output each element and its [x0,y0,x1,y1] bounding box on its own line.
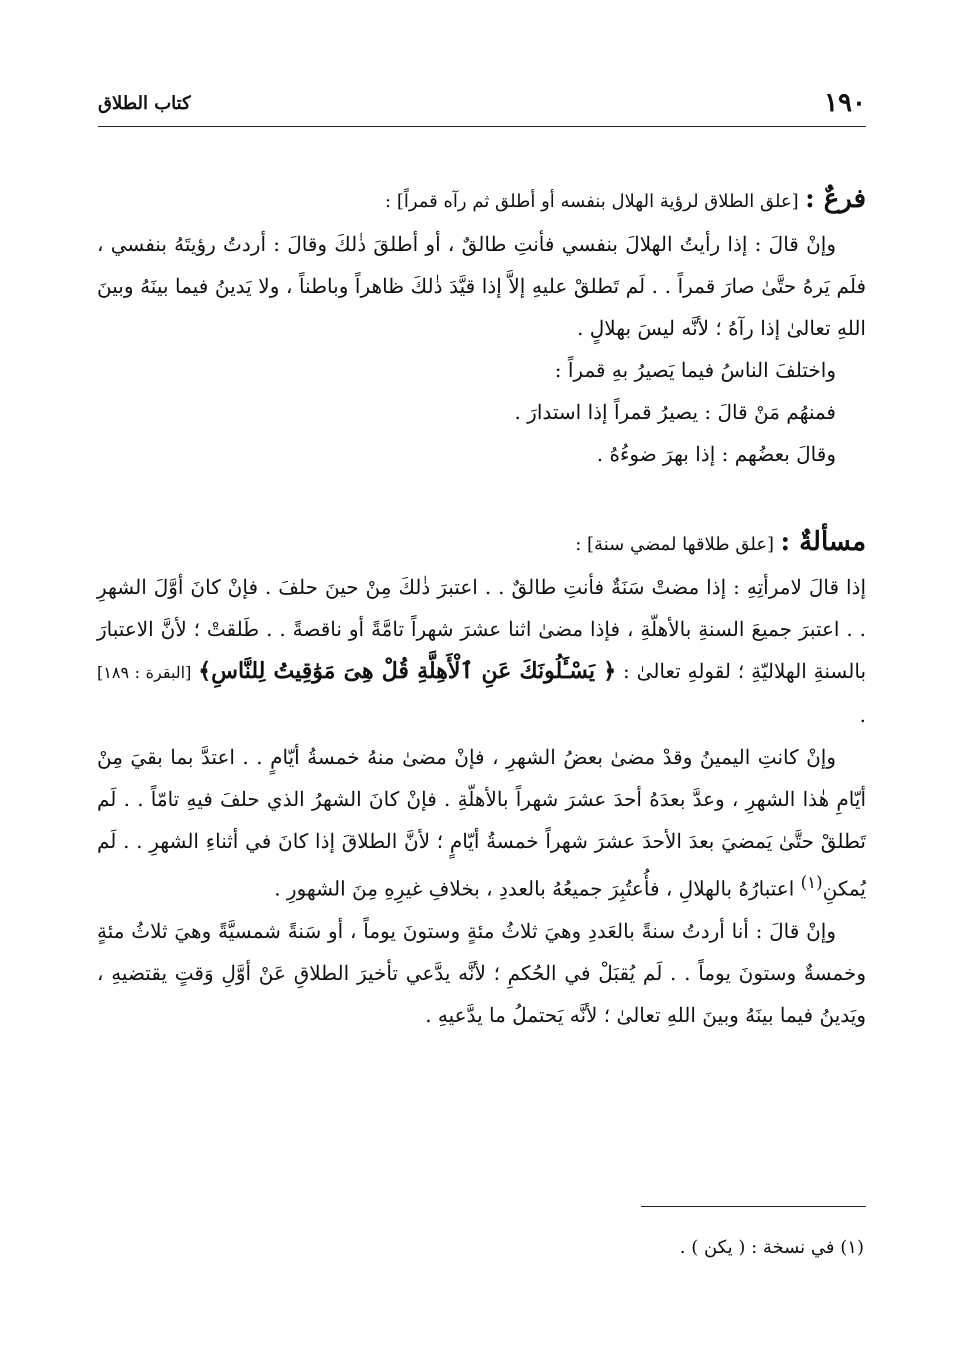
section-heading-far [97,178,866,223]
paragraph-text: اعتبارُهُ بالهلالِ ، فأُعتُبِرَ جميعُهُ بالعددِ ، بخلافِ غيرِهِ مِنَ الشهورِ . [274,876,795,901]
paragraph-text: وإنْ كانتِ اليمينُ وقدْ مضىٰ بعضُ الشهرِ ، فإنْ مضىٰ منهُ خمسةُ أيّامٍ . . اعتدَّ بما بقيَ مِنْ أيّامِ هٰذا الشهرِ ، وعدَّ بعدَهُ أحدَ عشرَ شهراً بالأهلّةِ . فإنْ كانَ الشهرُ الذي حلفَ فيهِ تامّاً . . لَم تَطلقْ حتَّىٰ يَمضيَ بعدَ الأحدَ عشرَ شهراً خمسةُ أيّامٍ ؛ لأنَّ الطلاقَ إذا كانَ في أثناءِ الشهرِ . . لَم يُمكنِ [97,745,866,901]
masala-label: مسألةٌ : [780,527,866,557]
masala-title: [علق طلاقها لمضي سنة] : [575,534,775,555]
far-title: [علق الطلاق لرؤية الهلال بنفسه أو أطلق ثم رآه قمراً] : [385,191,799,212]
footnote-number: (١) [840,1237,864,1258]
paragraph: وإنْ قالَ : أنا أردتُ سنةً بالعَددِ وهيَ ثلاثُ مئةٍ وستونَ يوماً ، أو سَنةً شمسيَّةً وهيَ ثلاثُ مئةٍ وخمسةٌ وستونَ يوماً . . لَم يُقبَلْ في الحُكمِ ؛ لأنَّه يدَّعي تأخيرَ الطلاقِ عَنْ أوَّلِ وَقتٍ يقتضيهِ ، ويَدينُ فيما بينَهُ وبينَ اللهِ تعالىٰ ؛ لأنَّه يَحتملُ ما يدَّعيهِ . [97,918,866,1027]
paragraph [97,566,866,736]
paragraph-end: . [859,703,866,727]
main-text [97,178,866,1036]
paragraph: وقالَ بعضُهم : إذا بهرَ ضوءُهُ . [596,442,836,466]
page-header [98,86,866,127]
section-heading-masala [97,521,866,566]
footnote [680,1234,864,1262]
footnote-marker: (١) [800,873,823,892]
paragraph-text: إذا قالَ لامرأتِهِ : إذا مضتْ سَنَةٌ فأنتِ طالقٌ . . اعتبرَ ذٰلكَ مِنْ حينَ حلفَ . فإنْ كانَ أوَّلَ الشهرِ . . اعتبرَ جميعَ السنةِ بالأهلّةِ ، فإذا مضىٰ اثنا عشرَ شهراً تامَّةً أو ناقصةً . . طَلقتْ ؛ لأنَّ الاعتبارَ بالسنةِ الهلاليّةِ ؛ لقولهِ تعالىٰ : [97,575,867,683]
section-gap [97,475,866,521]
paragraph: وإنْ قالَ : إذا رأيتُ الهلالَ بنفسي فأنتِ طالقٌ ، أو أطلقَ ذٰلكَ وقالَ : أردتُ رؤيتَهُ بنفسي ، فلَم يَرهُ حتَّىٰ صارَ قمراً . . لَم تَطلقْ عليهِ إلاَّ إذا قيَّدَ ذٰلكَ ظاهراً وباطناً ، ولا يَدينُ فيما بينَهُ وبينَ اللهِ تعالىٰ إذا رآهُ ؛ لأنَّه ليسَ بهلالٍ . [97,232,866,340]
far-label: فرعٌ : [805,184,866,214]
running-title: كتاب الطلاق [98,93,191,114]
quran-verse: ﴿ يَسْـَٔلُونَكَ عَنِ ٱلْأَهِلَّةِ قُلْ هِىَ مَوَٰقِيتُ لِلنَّاسِ﴾ [198,658,617,684]
footnote-separator [641,1206,866,1207]
paragraph: فمنهُم مَنْ قالَ : يصيرُ قمراً إذا استدارَ . [514,400,836,424]
paragraph [97,736,866,910]
verse-reference: [البقرة : ١٨٩] [97,663,192,682]
paragraph: واختلفَ الناسُ فيما يَصيرُ بهِ قمراً : [554,358,836,382]
footnote-text: في نسخة : ( يكن ) . [679,1237,835,1258]
page-number: ١٩٠ [824,88,866,118]
